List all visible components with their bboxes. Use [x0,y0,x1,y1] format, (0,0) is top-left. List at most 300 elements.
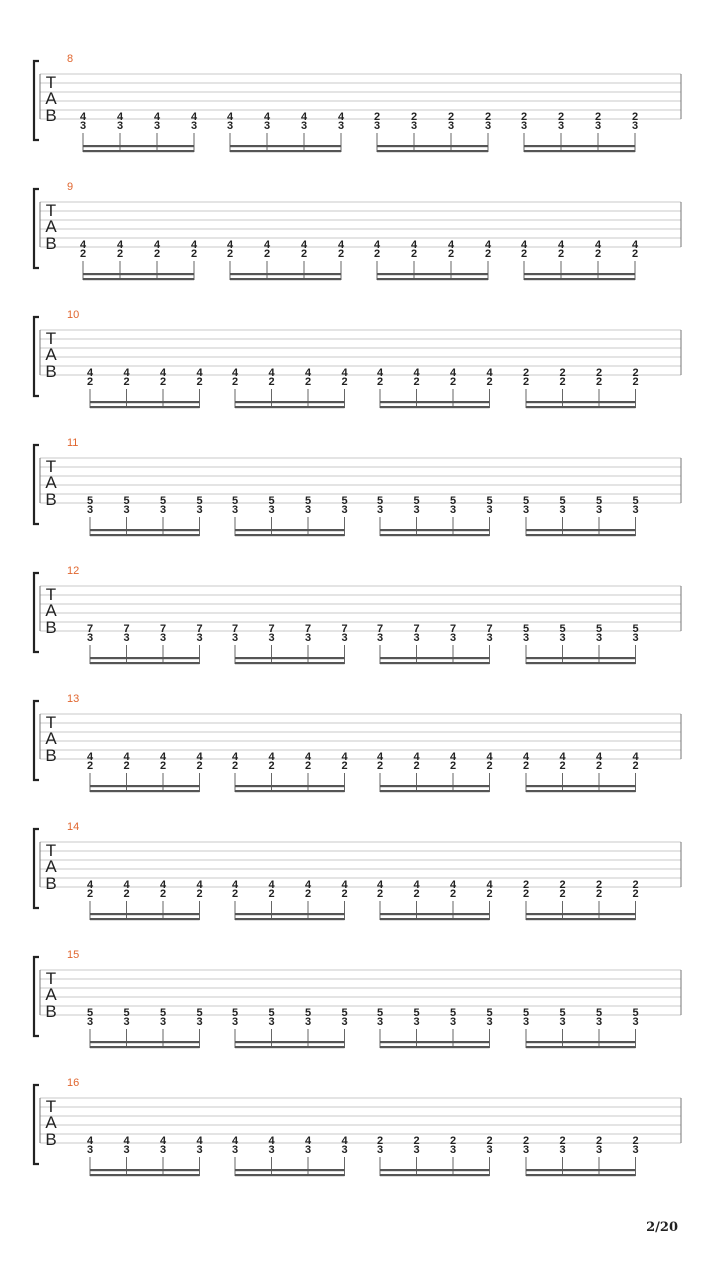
system-bracket [34,829,39,908]
fret-number: 5 [159,1007,167,1019]
tab-clef-b: B [45,362,57,381]
beat-group [374,239,492,280]
beam [380,657,490,659]
fret-number: 2 [341,760,348,772]
fret-number: 2 [268,376,275,388]
beam [235,662,345,664]
fret-number: 3 [268,632,275,644]
fret-number: 3 [231,1016,239,1028]
beam [83,278,194,280]
beam [524,273,635,275]
fret-number: 2 [522,879,530,891]
beam [526,662,636,664]
fret-number: 5 [268,1007,275,1019]
tab-clef-a: A [45,473,57,492]
fret-number: 5 [196,1007,203,1019]
fret-number: 5 [123,1007,130,1019]
fret-number: 4 [153,111,161,123]
fret-number: 5 [522,495,530,507]
fret-number: 2 [632,879,639,891]
beam [235,534,345,536]
fret-number: 4 [594,239,602,251]
beam [230,273,341,275]
fret-number: 2 [449,888,457,900]
fret-number: 2 [632,376,639,388]
fret-number: 2 [337,248,345,260]
beat-group [377,367,494,408]
beam [526,785,636,787]
fret-number: 4 [79,111,87,123]
beam [526,529,636,531]
fret-number: 5 [632,623,639,635]
fret-number: 2 [123,376,130,388]
beam [235,790,345,792]
fret-number: 5 [486,495,493,507]
beat-group [523,1135,639,1176]
fret-number: 2 [196,760,203,772]
beam [380,1174,490,1176]
fret-number: 3 [522,1144,530,1156]
measure-number: 10 [67,309,80,321]
beat-group [377,879,494,920]
fret-number: 4 [413,367,420,379]
fret-number: 3 [341,1016,348,1028]
fret-number: 2 [522,367,530,379]
tab-clef-a: A [45,857,57,876]
fret-number: 3 [410,120,418,132]
fret-number: 4 [486,367,493,379]
beam [235,785,345,787]
tab-clef-t: T [45,969,57,988]
beam [380,406,490,408]
fret-number: 2 [268,888,275,900]
fret-number: 2 [447,111,455,123]
fret-number: 7 [86,623,94,635]
fret-number: 3 [341,504,348,516]
fret-number: 2 [484,111,492,123]
fret-number: 2 [159,888,167,900]
fret-number: 2 [410,248,418,260]
beam [235,1174,345,1176]
fret-number: 4 [116,239,124,251]
fret-number: 2 [159,376,167,388]
fret-number: 3 [595,1144,603,1156]
fret-number: 5 [449,1007,457,1019]
fret-number: 3 [268,1144,275,1156]
fret-number: 3 [522,1016,530,1028]
fret-number: 2 [153,248,161,260]
beat-group [523,623,639,664]
system-bracket [34,317,39,396]
fret-number: 5 [413,495,420,507]
fret-number: 2 [304,760,312,772]
tab-clef-b: B [45,618,57,637]
fret-number: 5 [341,1007,348,1019]
fret-number: 4 [449,879,457,891]
beam [90,401,200,403]
fret-number: 4 [632,751,639,763]
fret-number: 5 [231,1007,239,1019]
beam [380,1041,490,1043]
fret-number: 5 [341,495,348,507]
fret-number: 4 [300,239,308,251]
fret-number: 3 [522,632,530,644]
beam [526,918,636,920]
fret-number: 3 [632,632,639,644]
tab-system [34,53,681,152]
beam [235,529,345,531]
measure-number: 9 [67,181,74,193]
fret-number: 2 [520,248,528,260]
fret-number: 2 [123,760,130,772]
tab-clef-a: A [45,601,57,620]
fret-number: 4 [231,367,239,379]
fret-number: 3 [376,504,384,516]
tab-system [34,821,681,920]
beam [526,1041,636,1043]
system-bracket [34,701,39,780]
beam [380,1169,490,1171]
fret-number: 7 [268,623,275,635]
fret-number: 2 [632,760,639,772]
fret-number: 2 [413,376,420,388]
fret-number: 2 [196,376,203,388]
beam [235,1169,345,1171]
fret-number: 3 [632,1144,639,1156]
beat-group [87,623,203,664]
fret-number: 2 [520,111,528,123]
beam [90,406,200,408]
measure-number: 11 [67,437,79,449]
fret-number: 2 [632,888,639,900]
tab-clef-t: T [45,585,57,604]
fret-number: 3 [231,1144,239,1156]
fret-number: 4 [410,239,418,251]
fret-number: 3 [159,1144,167,1156]
fret-number: 3 [632,504,639,516]
fret-number: 4 [231,751,239,763]
fret-number: 2 [86,376,94,388]
fret-number: 3 [86,1144,94,1156]
fret-number: 5 [196,495,203,507]
fret-number: 7 [413,623,420,635]
fret-number: 2 [413,888,420,900]
fret-number: 4 [86,879,94,891]
fret-number: 4 [86,751,94,763]
fret-number: 4 [304,1135,312,1147]
fret-number: 2 [376,760,384,772]
fret-number: 5 [486,1007,493,1019]
beat-group [232,495,348,536]
beat-group [232,879,349,920]
fret-number: 3 [449,632,457,644]
beam [90,529,200,531]
fret-number: 2 [594,111,602,123]
fret-number: 4 [231,879,239,891]
beat-group [523,1007,639,1048]
fret-number: 5 [376,495,384,507]
fret-number: 2 [79,248,87,260]
fret-number: 4 [86,367,94,379]
beat-group [523,495,639,536]
fret-number: 5 [159,495,167,507]
fret-number: 3 [79,120,87,132]
fret-number: 4 [190,111,198,123]
fret-number: 4 [86,1135,94,1147]
fret-number: 7 [341,623,348,635]
fret-number: 4 [123,367,130,379]
beam [526,657,636,659]
fret-number: 5 [522,623,530,635]
fret-number: 3 [196,1016,203,1028]
fret-number: 3 [522,504,530,516]
fret-number: 2 [300,248,308,260]
fret-number: 2 [557,248,565,260]
fret-number: 7 [486,623,493,635]
beam [524,150,635,152]
tab-clef-t: T [45,457,57,476]
fret-number: 2 [632,367,639,379]
beam [90,785,200,787]
fret-number: 2 [159,760,167,772]
fret-number: 3 [376,1016,384,1028]
fret-number: 4 [268,1135,275,1147]
fret-number: 3 [86,632,94,644]
fret-number: 3 [486,504,493,516]
beam [377,278,488,280]
fret-number: 3 [300,120,308,132]
beam [90,913,200,915]
fret-number: 4 [159,367,167,379]
beat-group [377,1135,493,1176]
fret-number: 3 [376,1144,384,1156]
tab-clef-a: A [45,729,57,748]
fret-number: 5 [268,495,275,507]
fret-number: 4 [341,751,348,763]
fret-number: 4 [557,239,565,251]
fret-number: 2 [376,1135,384,1147]
fret-number: 2 [447,248,455,260]
fret-number: 5 [304,495,312,507]
fret-number: 3 [123,504,130,516]
fret-number: 3 [123,1016,130,1028]
beam [90,657,200,659]
beat-group [227,239,345,280]
fret-number: 4 [226,239,234,251]
beat-group [232,623,348,664]
fret-number: 3 [594,120,602,132]
fret-number: 3 [196,1144,203,1156]
fret-number: 5 [559,495,566,507]
beam [235,1041,345,1043]
fret-number: 2 [190,248,198,260]
fret-number: 3 [413,632,420,644]
fret-number: 2 [522,760,530,772]
fret-number: 3 [376,632,384,644]
fret-number: 2 [231,760,239,772]
fret-number: 2 [631,111,639,123]
beam [526,1174,636,1176]
beam [90,790,200,792]
fret-number: 2 [486,888,493,900]
fret-number: 2 [373,111,381,123]
fret-number: 3 [486,1144,493,1156]
fret-number: 2 [449,760,457,772]
fret-number: 5 [595,495,603,507]
fret-number: 3 [449,1016,457,1028]
beat-group [87,751,204,792]
fret-number: 3 [449,1144,457,1156]
beam [90,534,200,536]
fret-number: 5 [86,1007,94,1019]
tab-clef-b: B [45,746,57,765]
beat-group [232,1007,348,1048]
fret-number: 4 [123,751,130,763]
fret-number: 3 [557,120,565,132]
beam [90,1174,200,1176]
tab-system [34,309,681,408]
fret-number: 2 [522,888,530,900]
beam [526,790,636,792]
fret-number: 4 [196,1135,203,1147]
fret-number: 3 [153,120,161,132]
beat-group [377,1007,493,1048]
fret-number: 3 [86,1016,94,1028]
tab-clef-b: B [45,106,57,125]
fret-number: 2 [231,888,239,900]
fret-number: 3 [520,120,528,132]
fret-number: 5 [559,623,566,635]
beam [526,401,636,403]
fret-number: 3 [268,1016,275,1028]
fret-number: 5 [304,1007,312,1019]
fret-number: 3 [304,504,312,516]
beat-group [232,751,349,792]
tab-clef-t: T [45,841,57,860]
fret-number: 3 [631,120,639,132]
fret-number: 2 [559,879,566,891]
beat-group [227,111,345,152]
fret-number: 2 [304,376,312,388]
beam [377,273,488,275]
fret-number: 4 [226,111,234,123]
fret-number: 3 [486,632,493,644]
fret-number: 2 [86,888,94,900]
beam [90,918,200,920]
fret-number: 2 [376,888,384,900]
fret-number: 4 [304,751,312,763]
fret-number: 3 [341,1144,348,1156]
fret-number: 5 [449,495,457,507]
beat-group [523,751,640,792]
beam [90,1041,200,1043]
beat-group [87,879,204,920]
fret-number: 3 [632,1016,639,1028]
fret-number: 5 [632,1007,639,1019]
system-bracket [34,1085,39,1164]
fret-number: 3 [337,120,345,132]
beam [377,150,488,152]
fret-number: 4 [123,1135,130,1147]
fret-number: 3 [304,1144,312,1156]
fret-number: 4 [341,367,348,379]
fret-number: 2 [226,248,234,260]
fret-number: 2 [559,760,566,772]
system-bracket [34,61,39,140]
fret-number: 4 [268,751,275,763]
fret-number: 2 [595,760,603,772]
beat-group [521,239,639,280]
fret-number: 7 [159,623,167,635]
fret-number: 2 [376,376,384,388]
beam [90,1169,200,1171]
fret-number: 2 [486,376,493,388]
fret-number: 3 [196,632,203,644]
fret-number: 3 [449,504,457,516]
fret-number: 3 [413,1016,420,1028]
beam [380,534,490,536]
fret-number: 3 [123,1144,130,1156]
fret-number: 2 [559,888,566,900]
fret-number: 5 [522,1007,530,1019]
fret-number: 5 [86,495,94,507]
fret-number: 4 [341,1135,348,1147]
beam [230,150,341,152]
fret-number: 3 [86,504,94,516]
fret-number: 3 [263,120,271,132]
fret-number: 5 [231,495,239,507]
tab-clef-b: B [45,1002,57,1021]
fret-number: 4 [449,751,457,763]
fret-number: 3 [231,504,239,516]
fret-number: 3 [196,504,203,516]
system-bracket [34,957,39,1036]
fret-number: 2 [413,760,420,772]
fret-number: 3 [226,120,234,132]
beam [526,913,636,915]
fret-number: 4 [196,751,203,763]
fret-number: 4 [486,879,493,891]
beam [526,406,636,408]
fret-number: 2 [595,879,603,891]
beam [526,534,636,536]
fret-number: 2 [486,1135,493,1147]
fret-number: 3 [559,1016,566,1028]
fret-number: 3 [190,120,198,132]
fret-number: 5 [559,1007,566,1019]
measure-number: 16 [67,1077,80,1089]
tab-clef-t: T [45,329,57,348]
beat-group [377,751,494,792]
fret-number: 7 [449,623,457,635]
beat-group [87,1135,204,1176]
fret-number: 4 [231,1135,239,1147]
beat-group [377,495,493,536]
fret-number: 7 [231,623,239,635]
fret-number: 2 [449,376,457,388]
fret-number: 2 [595,1135,603,1147]
beam [230,145,341,147]
fret-number: 4 [268,367,275,379]
beam [235,918,345,920]
beat-group [80,239,198,280]
fret-number: 5 [595,1007,603,1019]
tab-system [34,437,681,536]
page-number: 2/20 [646,1220,678,1235]
beam [380,790,490,792]
fret-number: 4 [484,239,492,251]
fret-number: 2 [341,888,348,900]
